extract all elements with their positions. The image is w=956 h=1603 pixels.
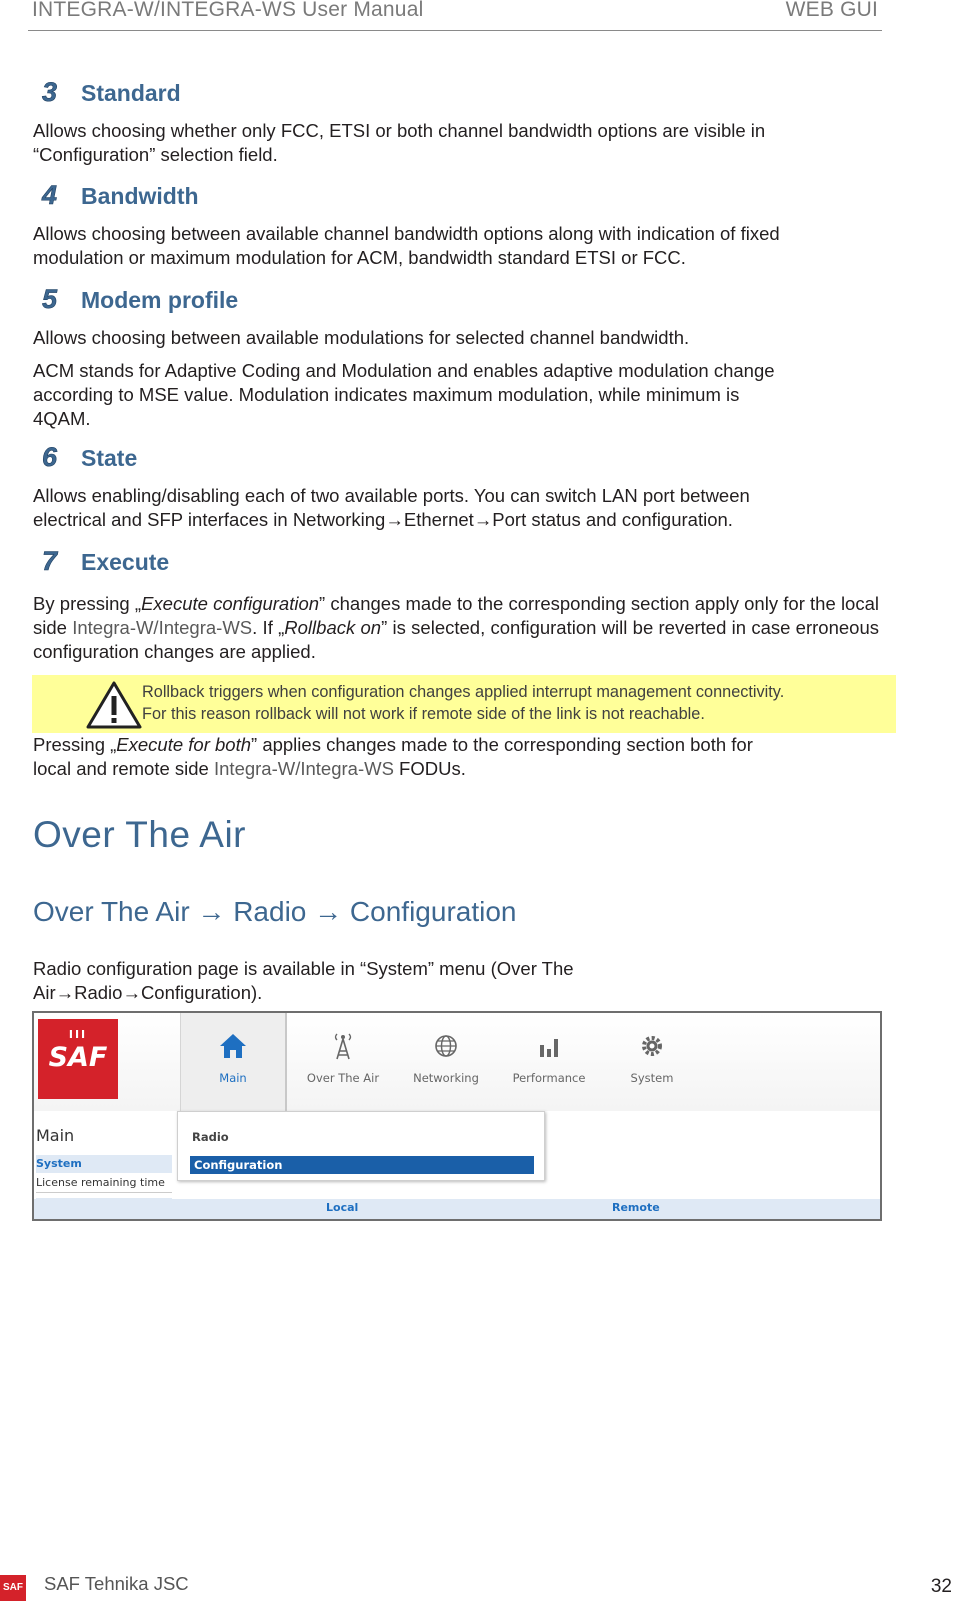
execute-paragraph bbox=[33, 592, 879, 664]
section-body bbox=[33, 222, 883, 270]
nav-main[interactable] bbox=[180, 1013, 287, 1111]
subheading-path: Over The Air → Radio → Configuration bbox=[33, 896, 517, 927]
body-line: ACM stands for Adaptive Coding and Modulation and enables adaptive modulation change bbox=[33, 360, 775, 381]
nav-performance[interactable] bbox=[497, 1013, 601, 1111]
text-run: . If „ bbox=[252, 617, 285, 638]
section-title-text: State bbox=[81, 445, 138, 471]
nav-system[interactable] bbox=[600, 1013, 704, 1111]
emphasis-execute-configuration: Execute configuration bbox=[141, 593, 320, 614]
body-line: Allows choosing between available channel bandwidth options along with indication of fixed bbox=[33, 223, 780, 244]
emphasis-execute-for-both: Execute for both bbox=[116, 734, 252, 755]
section-title bbox=[33, 546, 879, 576]
section-number: 5 bbox=[42, 284, 58, 314]
body-line: Allows enabling/disabling each of two available ports. You can switch LAN port between bbox=[33, 485, 750, 506]
body-line: “Configuration” selection field. bbox=[33, 144, 278, 165]
menu-item-configuration[interactable]: Configuration bbox=[190, 1156, 534, 1174]
section-modem-profile bbox=[33, 284, 883, 431]
antenna-icon bbox=[328, 1031, 358, 1061]
section-number: 6 bbox=[42, 442, 58, 472]
section-title-text: Execute bbox=[81, 549, 170, 575]
text-run: FODUs. bbox=[393, 758, 466, 779]
page-number: 32 bbox=[930, 1576, 952, 1597]
nav-label: System bbox=[630, 1071, 674, 1085]
section-title bbox=[33, 442, 883, 472]
header-manual-title: INTEGRA-W/INTEGRA-WS User Manual bbox=[32, 0, 424, 21]
section-title-text: Bandwidth bbox=[81, 183, 199, 209]
logo-text: SAF bbox=[48, 1042, 108, 1073]
body-line: according to MSE value. Modulation indicates maximum modulation, while minimum is bbox=[33, 384, 740, 405]
device-name: Integra-W/Integra-WS bbox=[72, 617, 253, 638]
section-body bbox=[33, 484, 883, 532]
left-row-system[interactable]: System bbox=[36, 1155, 172, 1173]
nav-label: Networking bbox=[413, 1071, 479, 1085]
gear-icon bbox=[637, 1031, 667, 1061]
section-number: 7 bbox=[42, 546, 58, 576]
web-gui-screenshot bbox=[32, 1011, 882, 1221]
warning-icon bbox=[85, 680, 143, 730]
nav-label: Performance bbox=[512, 1071, 586, 1085]
body-line: Allows choosing between available modulations for selected channel bandwidth. bbox=[33, 327, 690, 348]
heading-over-the-air: Over The Air bbox=[33, 814, 247, 855]
section-state bbox=[33, 442, 883, 532]
nav-label: Main bbox=[219, 1071, 247, 1085]
header-section-title: WEB GUI bbox=[785, 0, 878, 21]
page-header bbox=[28, 0, 882, 31]
grid-col-remote: Remote bbox=[612, 1201, 660, 1214]
text-run: Pressing „ bbox=[33, 734, 117, 755]
text-run: By pressing „ bbox=[33, 593, 142, 614]
text-run: ” applies changes made to the corresponding section both for bbox=[251, 734, 753, 755]
warning-box bbox=[32, 675, 896, 733]
section-title bbox=[33, 180, 883, 210]
body-line: electrical and SFP interfaces in Networking→Ethernet→Port status and configuration. bbox=[33, 509, 733, 530]
warning-text bbox=[142, 681, 784, 725]
globe-icon bbox=[431, 1031, 461, 1061]
text-run: ” changes made to the corresponding section apply only for the local side bbox=[33, 593, 879, 638]
left-row-license: License remaining time bbox=[36, 1174, 172, 1193]
bar-chart-icon bbox=[534, 1031, 564, 1061]
section-title bbox=[33, 77, 883, 107]
section-title bbox=[33, 284, 883, 314]
logo-bars: III bbox=[68, 1028, 88, 1041]
section-number: 3 bbox=[42, 77, 58, 107]
section-execute bbox=[33, 546, 879, 664]
section-body bbox=[33, 326, 883, 431]
section-bandwidth bbox=[33, 180, 883, 270]
grid-col-local: Local bbox=[326, 1201, 359, 1214]
menu-heading: Radio bbox=[192, 1130, 229, 1144]
footer-saf-logo: SAF bbox=[0, 1575, 26, 1601]
emphasis-rollback-on: Rollback on bbox=[284, 617, 382, 638]
saf-logo bbox=[38, 1019, 118, 1099]
ota-description bbox=[33, 957, 883, 1005]
body-line: Allows choosing whether only FCC, ETSI or both channel bandwidth options are visible in bbox=[33, 120, 766, 141]
warning-line: For this reason rollback will not work if remote side of the link is not reachable. bbox=[142, 705, 705, 723]
body-line: Air→Radio→Configuration). bbox=[33, 982, 263, 1003]
device-name: Integra-W/Integra-WS bbox=[214, 758, 394, 779]
left-panel-title: Main bbox=[36, 1126, 75, 1145]
body-line: Radio configuration page is available in “System” menu (Over The bbox=[33, 958, 574, 979]
section-standard bbox=[33, 77, 883, 167]
warning-line: Rollback triggers when configuration changes applied interrupt management connectivity. bbox=[142, 683, 785, 701]
home-icon bbox=[218, 1031, 248, 1061]
section-number: 4 bbox=[42, 180, 58, 210]
body-line: 4QAM. bbox=[33, 408, 91, 429]
grid-header-row bbox=[34, 1199, 880, 1219]
nav-over-the-air[interactable] bbox=[291, 1013, 395, 1111]
section-body bbox=[33, 119, 883, 167]
nav-networking[interactable] bbox=[394, 1013, 498, 1111]
text-run: local and remote side bbox=[33, 758, 214, 779]
execute-for-both-paragraph bbox=[33, 733, 883, 781]
radio-dropdown-menu bbox=[177, 1111, 545, 1181]
body-line: modulation or maximum modulation for ACM, bandwidth standard ETSI or FCC. bbox=[33, 247, 686, 268]
footer-company: SAF Tehnika JSC bbox=[44, 1573, 189, 1594]
nav-label: Over The Air bbox=[306, 1071, 380, 1085]
section-title-text: Standard bbox=[81, 80, 181, 106]
section-title-text: Modem profile bbox=[81, 287, 239, 313]
text-run: ” is selected, configuration will be reverted in case erroneous configuration changes are applied. bbox=[33, 617, 879, 662]
